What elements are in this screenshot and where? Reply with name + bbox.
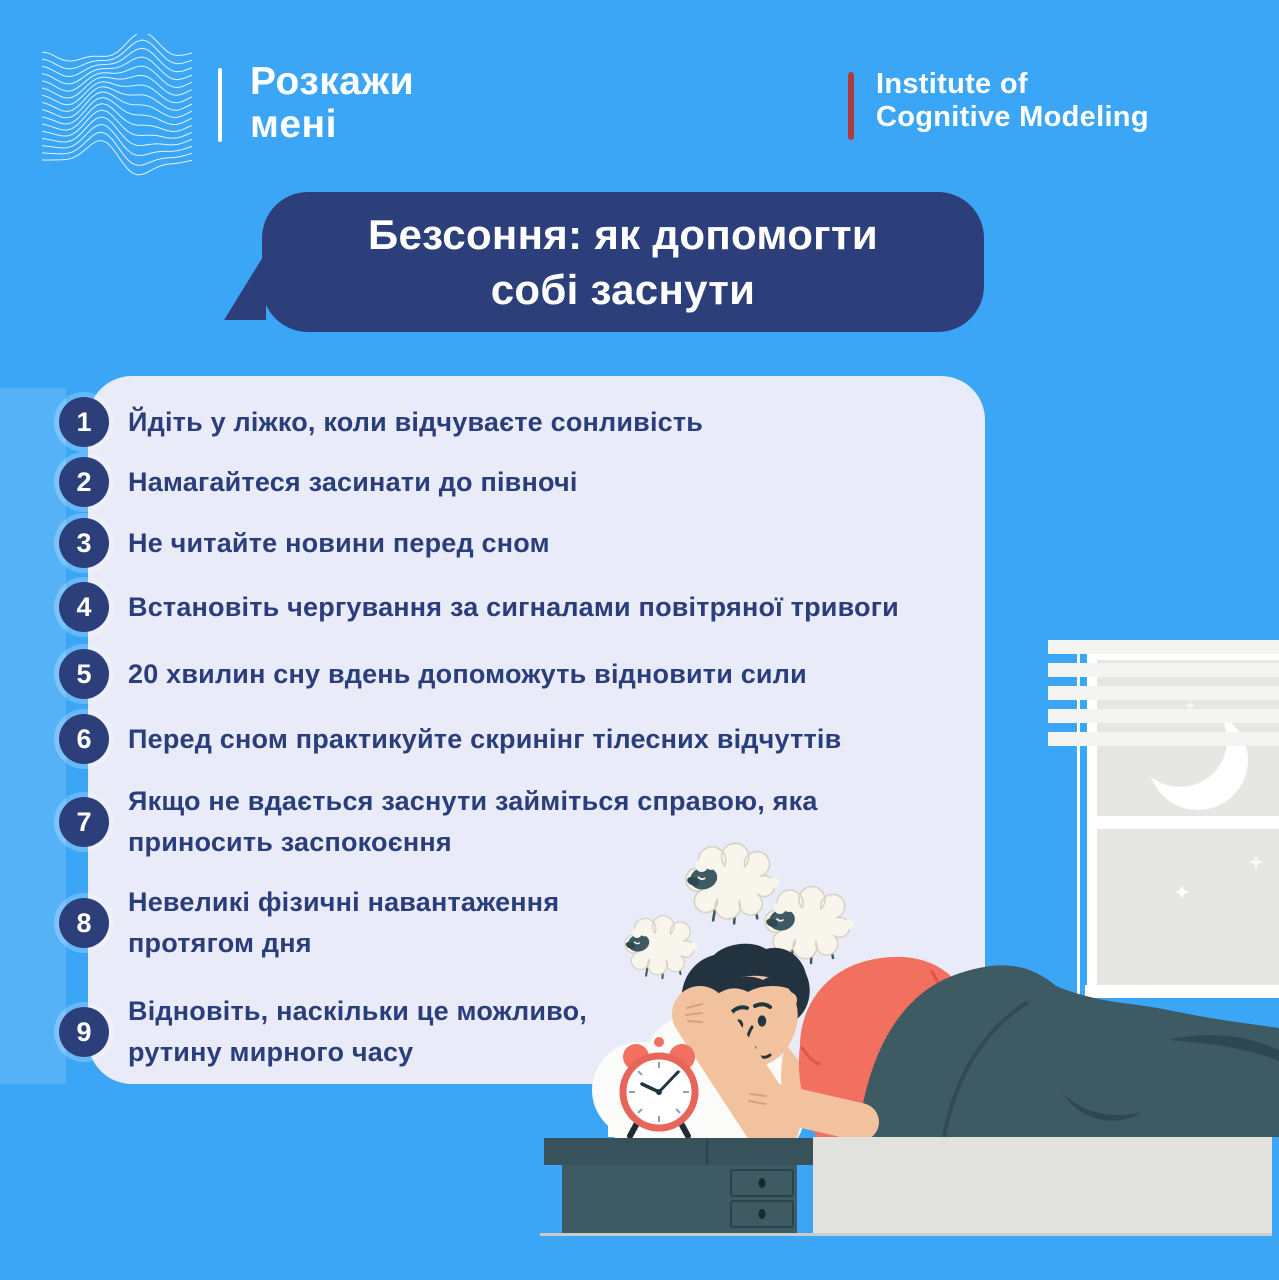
blinds-icon [1048,640,1279,746]
tip-text: 20 хвилин сну вдень допоможуть відновити сили [128,658,807,689]
tip-text: Якщо не вдається заснути займіться справою, яка приносить заспокоєння [128,786,818,857]
tip-number-badge: 1 [59,397,109,447]
tip-number-badge: 8 [59,898,109,948]
tip-text: Не читайте новини перед сном [128,527,550,558]
drawer [731,1170,793,1196]
tip-item-6 [59,714,841,764]
tip-number-badge: 2 [59,457,109,507]
tip-number-badge: 4 [59,582,109,632]
tip-item-3 [59,518,550,568]
drawer [731,1201,793,1227]
brand-name [250,60,414,146]
title-line2: собі заснути [490,266,756,313]
page-title [368,207,878,317]
floor-line [540,1233,1272,1236]
tip-number-badge: 9 [59,1007,109,1057]
title-line1: Безсоння: як допомогти [368,211,878,258]
tip-item-5 [59,649,807,699]
tip-item-4 [59,582,899,632]
tip-item-2 [59,457,578,507]
institute-name [876,68,1149,134]
window-icon [1048,640,1279,1040]
speech-bubble-tail [224,252,266,320]
brand-divider [218,68,222,142]
tip-text: Йдіть у ліжко, коли відчуваєте сонливість [128,406,704,437]
tip-text: Перед сном практикуйте скринінг тілесних відчуттів [128,723,842,754]
tip-text: Відновіть, наскільки це можливо, рутину мирного часу [128,996,587,1067]
tip-number-badge: 6 [59,714,109,764]
tip-number-badge: 5 [59,649,109,699]
institute-line1: Institute of [876,68,1028,100]
star-sparkle-icon [1175,700,1263,899]
bed [813,1137,1272,1233]
tip-number-badge: 7 [59,797,109,847]
brand-line2: мені [250,103,337,146]
nightstand [544,1138,813,1233]
tip-item-9 [59,991,688,1073]
panel-echo-strip [0,388,66,1084]
institute-line2: Cognitive Modeling [876,101,1149,133]
tip-item-8 [59,882,628,964]
tip-text: Невеликі фізичні навантаження протягом дня [128,887,560,958]
tip-item-7 [59,781,868,863]
tip-number-badge: 3 [59,518,109,568]
tip-text: Встановіть чергування за сигналами повітряної тривоги [128,591,899,622]
brand-line1: Розкажи [250,60,415,103]
wave-logo-icon [36,34,201,184]
crescent-moon-icon [1148,710,1248,810]
title-bubble [262,192,984,332]
tip-item-1 [59,397,703,447]
tip-text: Намагайтеся засинати до півночі [128,466,578,497]
institute-accent-bar [848,72,854,140]
